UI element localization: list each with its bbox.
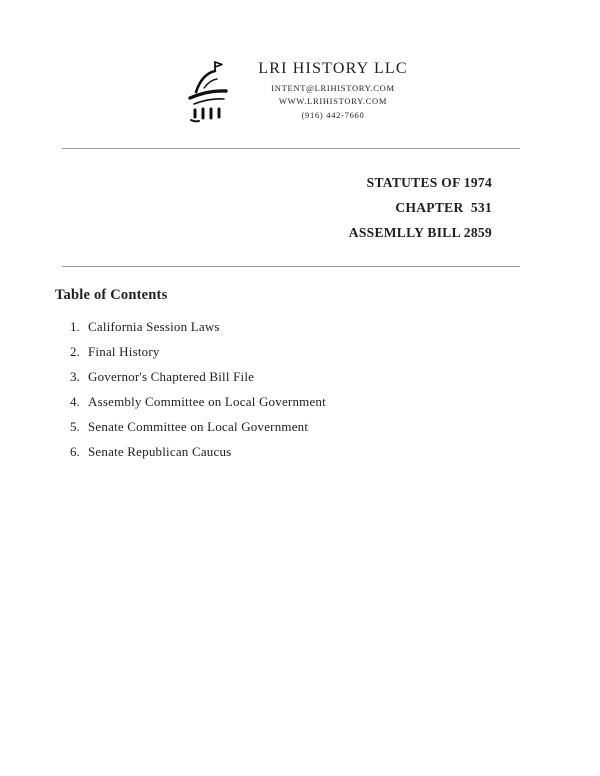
toc-item-label: Senate Committee on Local Government (88, 418, 309, 434)
divider-top (62, 148, 520, 149)
letterhead-text (258, 60, 408, 122)
statutes-line: STATUTES OF 1974 (366, 175, 492, 190)
toc-item-label: Final History (88, 343, 160, 359)
toc-item (0, 370, 600, 383)
chapter-line: CHAPTER 531 (395, 199, 492, 215)
citation-block (0, 171, 600, 246)
toc-item-label: Governor's Chaptered Bill File (88, 368, 255, 384)
capitol-building-icon (182, 58, 238, 124)
toc-list (0, 320, 600, 458)
toc-item (0, 395, 600, 408)
contact-email: INTENT@LRIHISTORY.COM (271, 83, 395, 94)
toc-item-number: 1. (70, 318, 80, 334)
company-name: LRI HISTORY LLC (258, 60, 408, 78)
toc-item-number: 5. (70, 418, 80, 434)
toc-item-number: 6. (70, 443, 80, 459)
divider-middle (62, 266, 520, 267)
toc-item (0, 345, 600, 358)
toc-item-number: 4. (70, 393, 80, 409)
toc-item (0, 320, 600, 333)
toc-item-number: 3. (70, 368, 80, 384)
contact-phone: (916) 442-7660 (301, 109, 365, 120)
toc-item-label: Senate Republican Caucus (88, 443, 232, 459)
toc-item-number: 2. (70, 343, 80, 359)
contact-website: WWW.LRIHISTORY.COM (278, 96, 388, 107)
toc-item (0, 445, 600, 458)
letterhead (0, 58, 590, 124)
toc-item-label: California Session Laws (88, 318, 220, 334)
toc-item-label: Assembly Committee on Local Government (88, 393, 326, 409)
toc-item (0, 420, 600, 433)
bill-line: ASSEMLLY BILL 2859 (348, 224, 492, 240)
toc-heading: Table of Contents (55, 286, 168, 303)
